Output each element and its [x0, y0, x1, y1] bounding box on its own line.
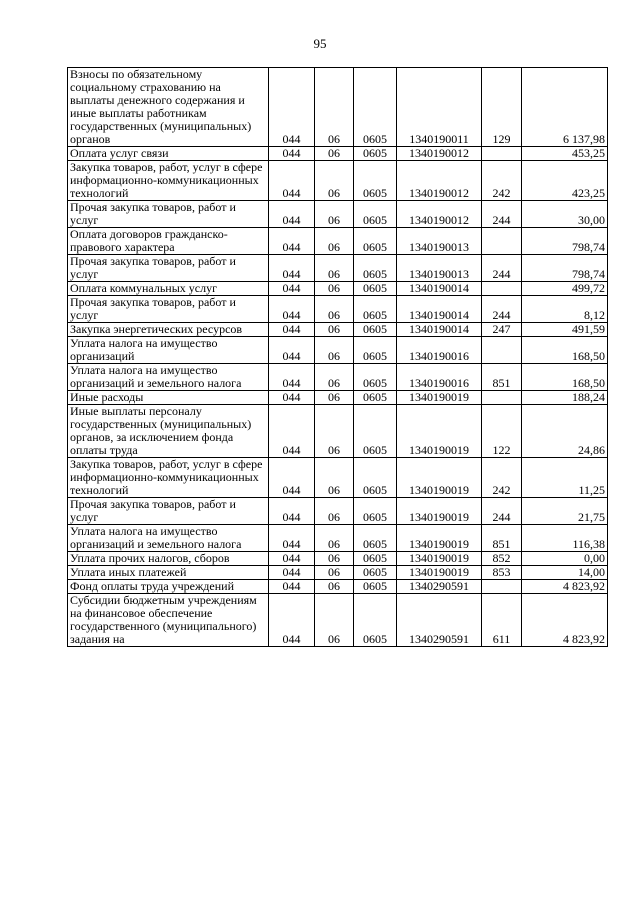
- row-ved: 044: [269, 68, 315, 147]
- row-sum: 168,50: [522, 364, 608, 391]
- table-row: [68, 458, 608, 498]
- row-csr: 1340190012: [397, 161, 482, 201]
- table-row: [68, 337, 608, 364]
- row-pr: 0605: [354, 391, 397, 405]
- row-rz: 06: [315, 525, 354, 552]
- row-csr: 1340190013: [397, 228, 482, 255]
- row-pr: 0605: [354, 458, 397, 498]
- row-name: Закупка товаров, работ, услуг в сфере информационно-коммуникационных технологий: [68, 161, 269, 201]
- row-vr: 244: [482, 201, 522, 228]
- table-row: [68, 594, 608, 647]
- row-rz: 06: [315, 364, 354, 391]
- row-sum: 6 137,98: [522, 68, 608, 147]
- table-row: [68, 68, 608, 147]
- row-ved: 044: [269, 391, 315, 405]
- row-name: Прочая закупка товаров, работ и услуг: [68, 255, 269, 282]
- row-sum: 11,25: [522, 458, 608, 498]
- row-vr: 244: [482, 498, 522, 525]
- row-name: Уплата прочих налогов, сборов: [68, 552, 269, 566]
- row-csr: 1340190011: [397, 68, 482, 147]
- row-rz: 06: [315, 68, 354, 147]
- table-row: [68, 525, 608, 552]
- row-pr: 0605: [354, 296, 397, 323]
- row-vr: 852: [482, 552, 522, 566]
- table-row: [68, 296, 608, 323]
- row-vr: 611: [482, 594, 522, 647]
- row-pr: 0605: [354, 580, 397, 594]
- row-rz: 06: [315, 161, 354, 201]
- row-pr: 0605: [354, 566, 397, 580]
- row-sum: 8,12: [522, 296, 608, 323]
- row-ved: 044: [269, 580, 315, 594]
- row-pr: 0605: [354, 323, 397, 337]
- row-sum: 491,59: [522, 323, 608, 337]
- row-csr: 1340190019: [397, 405, 482, 458]
- row-sum: 453,25: [522, 147, 608, 161]
- row-ved: 044: [269, 161, 315, 201]
- row-pr: 0605: [354, 282, 397, 296]
- row-ved: 044: [269, 364, 315, 391]
- table-row: [68, 566, 608, 580]
- row-name: Оплата услуг связи: [68, 147, 269, 161]
- row-sum: 24,86: [522, 405, 608, 458]
- row-rz: 06: [315, 296, 354, 323]
- row-rz: 06: [315, 458, 354, 498]
- row-ved: 044: [269, 147, 315, 161]
- row-csr: 1340190012: [397, 201, 482, 228]
- row-csr: 1340190014: [397, 323, 482, 337]
- row-csr: 1340190019: [397, 391, 482, 405]
- row-pr: 0605: [354, 255, 397, 282]
- row-sum: 0,00: [522, 552, 608, 566]
- row-csr: 1340190019: [397, 525, 482, 552]
- row-pr: 0605: [354, 405, 397, 458]
- row-rz: 06: [315, 201, 354, 228]
- row-vr: [482, 580, 522, 594]
- row-rz: 06: [315, 498, 354, 525]
- row-csr: 1340190014: [397, 296, 482, 323]
- row-ved: 044: [269, 296, 315, 323]
- row-name: Оплата договоров гражданско-правового характера: [68, 228, 269, 255]
- row-rz: 06: [315, 594, 354, 647]
- row-name: Оплата коммунальных услуг: [68, 282, 269, 296]
- row-ved: 044: [269, 228, 315, 255]
- row-sum: 30,00: [522, 201, 608, 228]
- table-row: [68, 580, 608, 594]
- row-sum: 116,38: [522, 525, 608, 552]
- row-ved: 044: [269, 282, 315, 296]
- row-vr: 851: [482, 525, 522, 552]
- row-pr: 0605: [354, 147, 397, 161]
- table-row: [68, 161, 608, 201]
- row-csr: 1340190019: [397, 566, 482, 580]
- row-name: Уплата налога на имущество организаций и земельного налога: [68, 525, 269, 552]
- row-ved: 044: [269, 498, 315, 525]
- table-row: [68, 405, 608, 458]
- row-pr: 0605: [354, 498, 397, 525]
- row-csr: 1340190013: [397, 255, 482, 282]
- row-csr: 1340190012: [397, 147, 482, 161]
- row-vr: [482, 147, 522, 161]
- row-sum: 423,25: [522, 161, 608, 201]
- table-row: [68, 552, 608, 566]
- row-ved: 044: [269, 552, 315, 566]
- row-vr: 244: [482, 296, 522, 323]
- row-sum: 499,72: [522, 282, 608, 296]
- row-pr: 0605: [354, 525, 397, 552]
- row-pr: 0605: [354, 594, 397, 647]
- row-csr: 1340290591: [397, 594, 482, 647]
- row-pr: 0605: [354, 228, 397, 255]
- row-csr: 1340190019: [397, 552, 482, 566]
- row-pr: 0605: [354, 201, 397, 228]
- row-rz: 06: [315, 228, 354, 255]
- row-pr: 0605: [354, 337, 397, 364]
- row-pr: 0605: [354, 364, 397, 391]
- row-vr: 242: [482, 458, 522, 498]
- row-ved: 044: [269, 255, 315, 282]
- row-csr: 1340190019: [397, 458, 482, 498]
- row-csr: 1340190016: [397, 364, 482, 391]
- row-sum: 14,00: [522, 566, 608, 580]
- row-sum: 188,24: [522, 391, 608, 405]
- row-ved: 044: [269, 458, 315, 498]
- row-ved: 044: [269, 525, 315, 552]
- row-name: Уплата иных платежей: [68, 566, 269, 580]
- row-vr: 122: [482, 405, 522, 458]
- row-name: Уплата налога на имущество организаций: [68, 337, 269, 364]
- table-row: [68, 228, 608, 255]
- row-vr: 851: [482, 364, 522, 391]
- row-rz: 06: [315, 323, 354, 337]
- row-sum: 4 823,92: [522, 594, 608, 647]
- row-name: Прочая закупка товаров, работ и услуг: [68, 296, 269, 323]
- row-vr: 244: [482, 255, 522, 282]
- row-ved: 044: [269, 566, 315, 580]
- row-rz: 06: [315, 405, 354, 458]
- row-name: Прочая закупка товаров, работ и услуг: [68, 498, 269, 525]
- row-rz: 06: [315, 552, 354, 566]
- row-rz: 06: [315, 147, 354, 161]
- row-ved: 044: [269, 201, 315, 228]
- row-sum: 21,75: [522, 498, 608, 525]
- row-ved: 044: [269, 594, 315, 647]
- row-ved: 044: [269, 323, 315, 337]
- row-pr: 0605: [354, 552, 397, 566]
- table-row: [68, 147, 608, 161]
- row-ved: 044: [269, 337, 315, 364]
- row-name: Субсидии бюджетным учреждениям на финансовое обеспечение государственного (муниципального) задания на: [68, 594, 269, 647]
- row-vr: [482, 282, 522, 296]
- row-name: Закупка энергетических ресурсов: [68, 323, 269, 337]
- row-csr: 1340190019: [397, 498, 482, 525]
- row-csr: 1340190016: [397, 337, 482, 364]
- row-vr: 247: [482, 323, 522, 337]
- row-name: Иные расходы: [68, 391, 269, 405]
- row-name: Фонд оплаты труда учреждений: [68, 580, 269, 594]
- row-rz: 06: [315, 391, 354, 405]
- row-vr: 129: [482, 68, 522, 147]
- row-vr: 853: [482, 566, 522, 580]
- row-vr: [482, 228, 522, 255]
- row-rz: 06: [315, 580, 354, 594]
- row-name: Прочая закупка товаров, работ и услуг: [68, 201, 269, 228]
- budget-table: [67, 67, 608, 647]
- row-rz: 06: [315, 282, 354, 296]
- table-row: [68, 498, 608, 525]
- row-pr: 0605: [354, 68, 397, 147]
- page-number: 95: [313, 36, 327, 51]
- row-vr: 242: [482, 161, 522, 201]
- row-ved: 044: [269, 405, 315, 458]
- row-csr: 1340290591: [397, 580, 482, 594]
- row-csr: 1340190014: [397, 282, 482, 296]
- table-row: [68, 201, 608, 228]
- table-row: [68, 391, 608, 405]
- row-sum: 798,74: [522, 255, 608, 282]
- row-rz: 06: [315, 566, 354, 580]
- row-sum: 168,50: [522, 337, 608, 364]
- row-pr: 0605: [354, 161, 397, 201]
- row-name: Взносы по обязательному социальному страхованию на выплаты денежного содержания и иные выплаты работникам государственных (муниципальных) органов: [68, 68, 269, 147]
- row-sum: 798,74: [522, 228, 608, 255]
- row-vr: [482, 337, 522, 364]
- table-row: [68, 255, 608, 282]
- table-row: [68, 323, 608, 337]
- row-sum: 4 823,92: [522, 580, 608, 594]
- row-name: Закупка товаров, работ, услуг в сфере информационно-коммуникационных технологий: [68, 458, 269, 498]
- table-row: [68, 282, 608, 296]
- table-row: [68, 364, 608, 391]
- row-name: Уплата налога на имущество организаций и земельного налога: [68, 364, 269, 391]
- row-rz: 06: [315, 255, 354, 282]
- row-vr: [482, 391, 522, 405]
- row-rz: 06: [315, 337, 354, 364]
- row-name: Иные выплаты персоналу государственных (муниципальных) органов, за исключением фонда оплаты труда: [68, 405, 269, 458]
